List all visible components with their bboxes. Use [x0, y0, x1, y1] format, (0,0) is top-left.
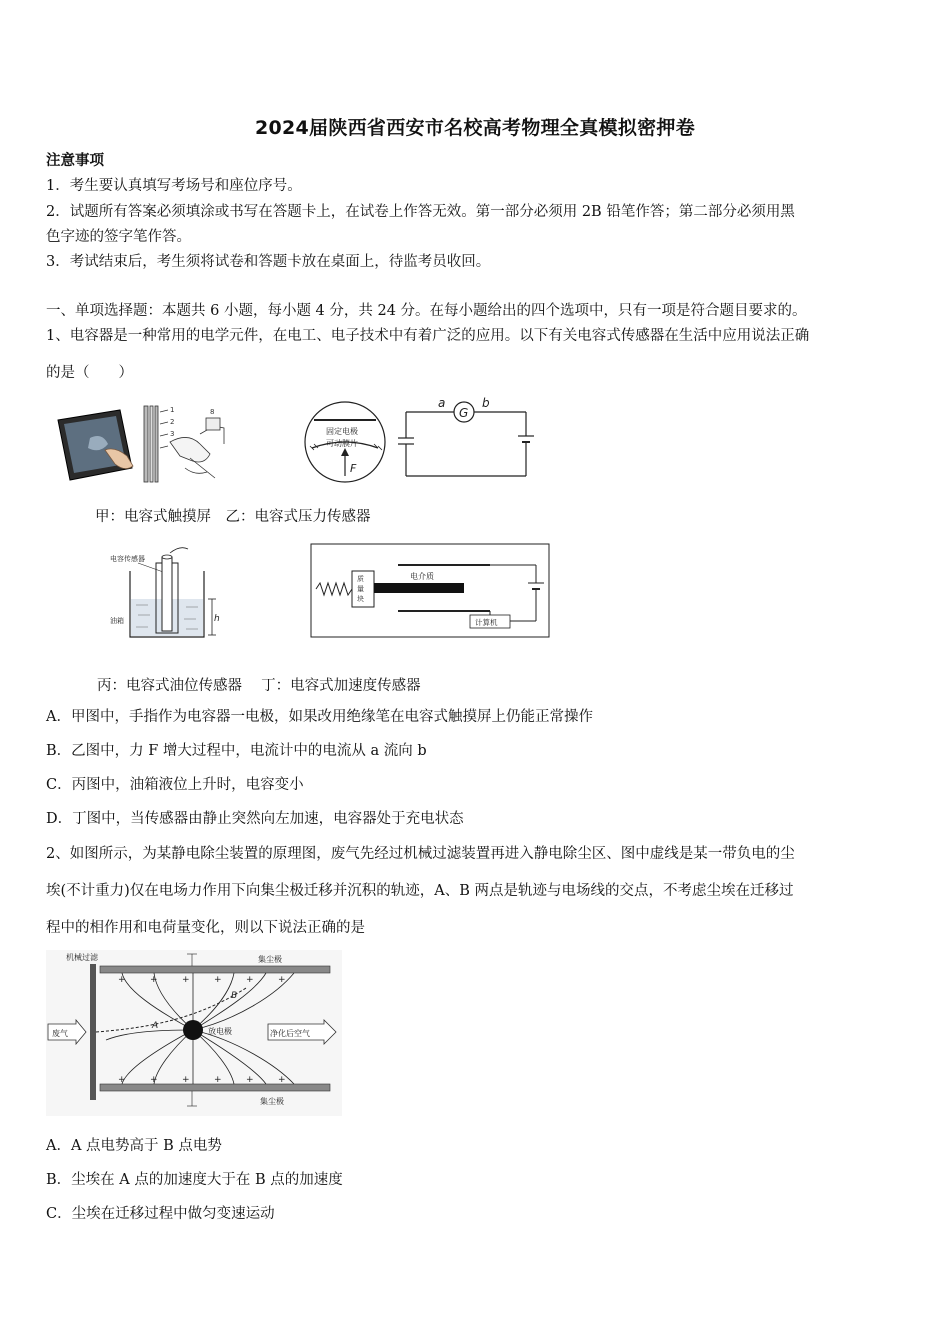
- svg-text:8: 8: [210, 408, 215, 416]
- notice-item-1: 1．考生要认真填写考场号和座位序号。: [46, 178, 302, 194]
- label-collector-bottom: 集尘极: [260, 1097, 284, 1106]
- label-fixed-electrode: 固定电极: [326, 427, 358, 436]
- svg-text:+: +: [118, 975, 126, 985]
- mass-label-2: 量: [357, 585, 364, 593]
- q1-stem-line1: 1、电容器是一种常用的电学元件，在电工、电子技术中有着广泛的应用。以下有关电容式传感器在生活中应用说法正确: [46, 328, 810, 344]
- svg-text:1: 1: [170, 406, 175, 414]
- q1-caption-1: 甲：电容式触摸屏 乙：电容式压力传感器: [95, 509, 371, 525]
- svg-text:+: +: [246, 1075, 254, 1085]
- collector-bottom: [100, 1084, 330, 1091]
- label-sensor: 电容传感器: [110, 555, 145, 563]
- svg-text:2: 2: [170, 418, 175, 426]
- notice-item-2: 2．试题所有答案必须填涂或书写在答题卡上，在试卷上作答无效。第一部分必须用 2B 铅笔作答；第二部分必须用黑: [46, 204, 795, 220]
- filter-plate: [90, 964, 96, 1100]
- label-movable-film: 可动膜片: [326, 439, 358, 448]
- svg-text:+: +: [246, 975, 254, 985]
- q1-option-b: B．乙图中，力 F 增大过程中，电流计中的电流从 a 流向 b: [46, 743, 427, 759]
- label-filter: 机械过滤: [66, 953, 98, 962]
- svg-text:3: 3: [170, 430, 175, 438]
- q2-stem-line2: 埃(不计重力)仅在电场力作用下向集尘极迁移并沉积的轨迹，A、B 两点是轨迹与电场线的交点，不考虑尘埃在迁移过: [46, 883, 794, 899]
- figure-oil-level-sensor: [108, 543, 238, 643]
- q1-option-c: C．丙图中，油箱液位上升时，电容变小: [46, 777, 304, 793]
- figure-precipitator: [46, 950, 342, 1116]
- label-b: b: [482, 396, 490, 410]
- discharge-electrode: [183, 1020, 203, 1040]
- tablet-illustration: [58, 410, 133, 480]
- q2-option-b: B．尘埃在 A 点的加速度大于在 B 点的加速度: [46, 1172, 343, 1188]
- figure-touch-screen: [50, 398, 235, 488]
- label-force: F: [350, 462, 357, 475]
- figure-pressure-sensor: [300, 396, 540, 490]
- svg-text:+: +: [214, 1075, 222, 1085]
- notice-item-3: 3．考试结束后，考生须将试卷和答题卡放在桌面上，待监考员收回。: [46, 254, 491, 270]
- q1-option-a: A．甲图中，手指作为电容器一电极，如果改用绝缘笔在电容式触摸屏上仍能正常操作: [46, 709, 593, 725]
- label-h: h: [214, 614, 220, 624]
- label-oil: 油箱: [110, 617, 124, 625]
- notice-item-2-cont: 色字迹的签字笔作答。: [46, 229, 191, 245]
- galvanometer-label: G: [459, 406, 469, 420]
- label-discharge: 放电极: [208, 1027, 232, 1036]
- mass-label-1: 质: [357, 575, 364, 583]
- label-point-b: B: [231, 991, 238, 1001]
- label-computer: 计算机: [475, 618, 498, 627]
- svg-text:+: +: [118, 1075, 126, 1085]
- label-clean-air: 净化后空气: [270, 1029, 310, 1038]
- svg-text:+: +: [150, 975, 158, 985]
- label-dielectric: 电介质: [410, 572, 434, 581]
- svg-text:+: +: [182, 1075, 190, 1085]
- q1-caption-2: 丙：电容式油位传感器 丁：电容式加速度传感器: [97, 678, 421, 694]
- svg-text:+: +: [278, 975, 286, 985]
- q2-stem-line3: 程中的相作用和电荷量变化，则以下说法正确的是: [46, 920, 365, 936]
- dielectric-bar: [374, 583, 464, 593]
- mass-label-3: 块: [357, 595, 364, 603]
- page-title: 2024届陕西省西安市名校高考物理全真模拟密押卷: [254, 117, 696, 139]
- touch-layer-diagram: [144, 406, 224, 482]
- section1-heading: 一、单项选择题：本题共 6 小题，每小题 4 分，共 24 分。在每小题给出的四个选项中，只有一项是符合题目要求的。: [46, 303, 807, 319]
- q1-option-d: D．丁图中，当传感器由静止突然向左加速，电容器处于充电状态: [46, 811, 464, 827]
- q1-stem-line2: 的是（ ）: [46, 365, 133, 381]
- label-a: a: [438, 396, 446, 410]
- q2-option-a: A．A 点电势高于 B 点电势: [46, 1138, 222, 1154]
- q2-stem-line1: 2、如图所示，为某静电除尘装置的原理图，废气先经过机械过滤装置再进入静电除尘区、图中虚线是某一带负电的尘: [46, 846, 795, 862]
- q2-option-c: C．尘埃在迁移过程中做匀变速运动: [46, 1206, 275, 1222]
- svg-text:+: +: [214, 975, 222, 985]
- svg-text:+: +: [182, 975, 190, 985]
- label-collector-top: 集尘极: [258, 955, 282, 964]
- svg-text:+: +: [278, 1075, 286, 1085]
- svg-text:+: +: [150, 1075, 158, 1085]
- label-point-a: A: [152, 1021, 159, 1031]
- notice-heading: 注意事项: [46, 152, 104, 169]
- collector-top: [100, 966, 330, 973]
- figure-acceleration-sensor: [310, 543, 552, 639]
- label-exhaust: 废气: [52, 1029, 68, 1038]
